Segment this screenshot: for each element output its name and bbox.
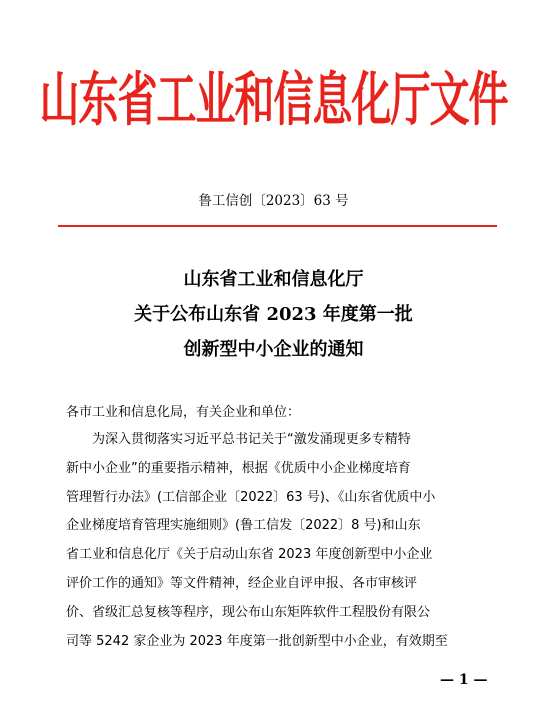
- body-line: 司等 5242 家企业为 2023 年度第一批创新型中小企业，有效期至: [66, 633, 448, 649]
- body-line: 企业梯度培育管理实施细则》(鲁工信发〔2022〕8 号)和山东: [66, 518, 421, 534]
- page-number: — 1 —: [440, 672, 488, 688]
- body-line: 管理暂行办法》(工信部企业〔2022〕63 号)、《山东省优质中小: [66, 489, 436, 505]
- body-line: 价、省级汇总复核等程序，现公布山东矩阵软件工程股份有限公: [66, 604, 431, 620]
- header-red-rule: [58, 225, 497, 227]
- notice-title-line-2: 关于公布山东省 2023 年度第一批: [134, 304, 413, 325]
- body-paragraph: [66, 431, 506, 661]
- salutation: 各市工业和信息化局，有关企业和单位：: [66, 405, 301, 420]
- body-line: 为深入贯彻落实习近平总书记关于“激发涌现更多专精特: [92, 432, 411, 447]
- body-line: 评价工作的通知》等文件精神，经企业自评申报、各市审核评: [66, 575, 418, 591]
- document-masthead: 山东省工业和信息化厅文件: [39, 66, 508, 135]
- notice-title-line-1: 山东省工业和信息化厅: [183, 269, 364, 290]
- body-line: 新中小企业”的重要指示精神，根据《优质中小企业梯度培育: [66, 460, 411, 476]
- notice-title-line-3: 创新型中小企业的通知: [183, 339, 364, 360]
- body-line: 省工业和信息化厅《关于启动山东省 2023 年度创新型中小企业: [66, 547, 433, 563]
- document-number: 鲁工信创〔2023〕63 号: [198, 193, 349, 209]
